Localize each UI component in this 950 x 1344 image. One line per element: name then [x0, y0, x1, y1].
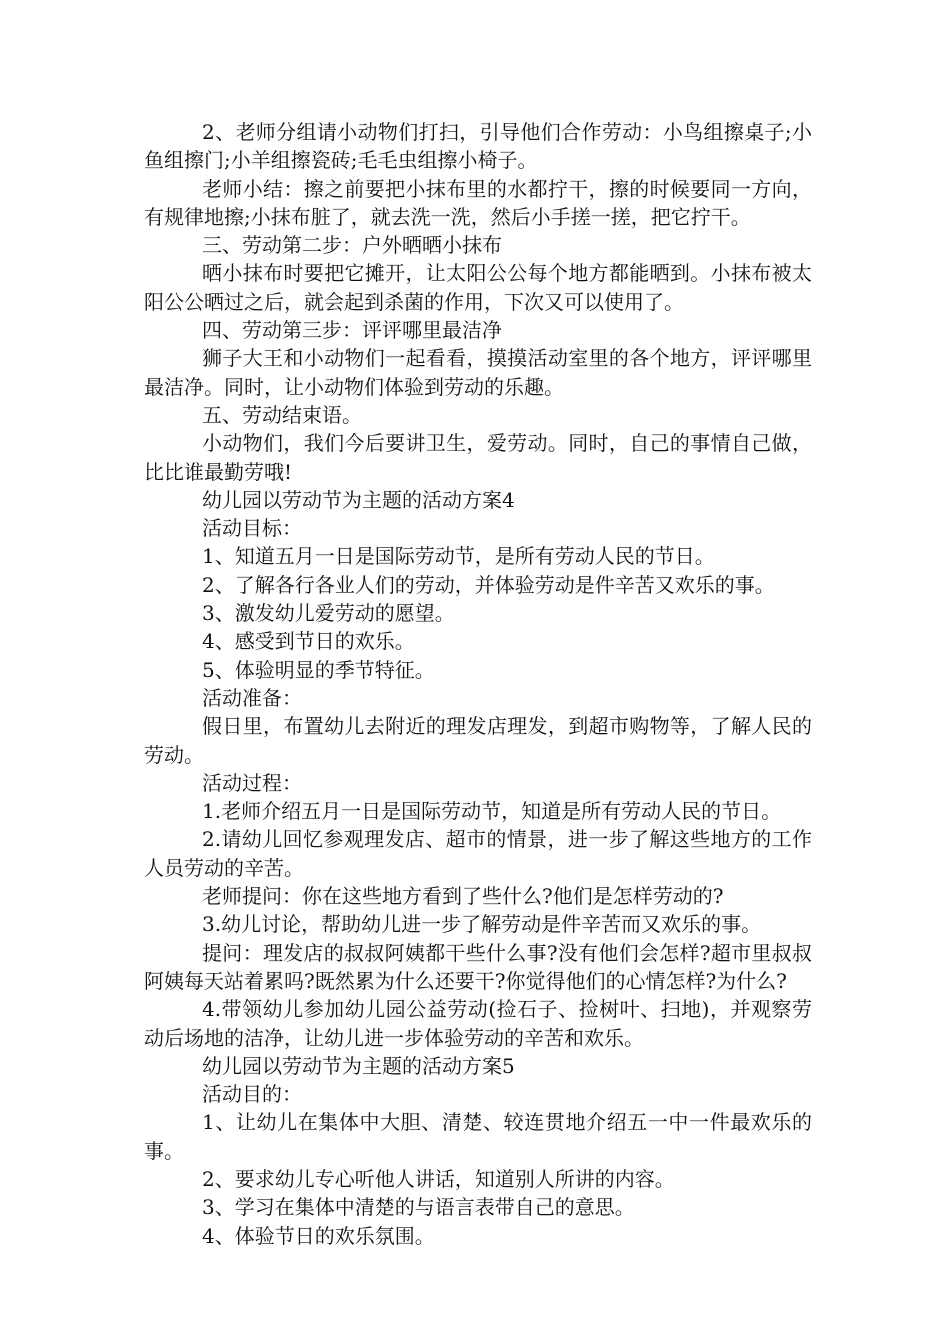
section-heading: 四、劳动第三步：评评哪里最洁净: [202, 318, 502, 343]
section-heading: 活动目的：: [202, 1082, 302, 1107]
paragraph: 老师小结：擦之前要把小抹布里的水都拧干，擦的时候要同一方向，有规律地擦;小抹布脏了，就去洗一洗，然后小手搓一搓，把它拧干。: [144, 176, 812, 229]
list-item: 2.请幼儿回忆参观理发店、超市的情景，进一步了解这些地方的工作人员劳动的辛苦。: [144, 827, 812, 880]
section-heading: 活动目标：: [202, 516, 302, 541]
paragraph: 晒小抹布时要把它摊开，让太阳公公每个地方都能晒到。小抹布被太阳公公晒过之后，就会起到杀菌的作用，下次又可以使用了。: [144, 261, 812, 314]
section-heading: 五、劳动结束语。: [202, 402, 362, 427]
list-item: 3、激发幼儿爱劳动的愿望。: [202, 601, 455, 626]
list-item: 1、知道五月一日是国际劳动节，是所有劳动人民的节日。: [202, 544, 715, 569]
paragraph: 老师提问：你在这些地方看到了些什么?他们是怎样劳动的?: [202, 884, 724, 909]
plan-title: 幼儿园以劳动节为主题的活动方案5: [202, 1053, 515, 1078]
paragraph: 狮子大王和小动物们一起看看，摸摸活动室里的各个地方，评评哪里最洁净。同时，让小动物们体验到劳动的乐趣。: [144, 346, 812, 399]
list-item: 2、了解各行各业人们的劳动，并体验劳动是件辛苦又欢乐的事。: [202, 572, 775, 597]
list-item: 3.幼儿讨论，帮助幼儿进一步了解劳动是件辛苦而又欢乐的事。: [202, 912, 762, 937]
paragraph: 2、老师分组请小动物们打扫，引导他们合作劳动：小鸟组擦桌子;小鱼组擦门;小羊组擦瓷砖;毛毛虫组擦小椅子。: [144, 120, 812, 173]
list-item: 5、体验明显的季节特征。: [202, 657, 435, 682]
paragraph: 提问：理发店的叔叔阿姨都干些什么事?没有他们会怎样?超市里叔叔阿姨每天站着累吗?既然累为什么还要干?你觉得他们的心情怎样?为什么?: [144, 940, 812, 993]
section-heading: 活动过程：: [202, 770, 302, 795]
list-item: 3、学习在集体中清楚的与语言表带自己的意思。: [202, 1195, 635, 1220]
plan-title: 幼儿园以劳动节为主题的活动方案4: [202, 487, 515, 512]
list-item: 4、感受到节日的欢乐。: [202, 629, 415, 654]
list-item: 4.带领幼儿参加幼儿园公益劳动(捡石子、捡树叶、扫地)，并观察劳动后场地的洁净，让幼儿进一步体验劳动的辛苦和欢乐。: [144, 997, 812, 1050]
list-item: 1、让幼儿在集体中大胆、清楚、较连贯地介绍五一中一件最欢乐的事。: [144, 1110, 812, 1163]
section-heading: 活动准备：: [202, 685, 302, 710]
section-heading: 三、劳动第二步：户外晒晒小抹布: [202, 233, 502, 258]
list-item: 1.老师介绍五月一日是国际劳动节，知道是所有劳动人民的节日。: [202, 799, 782, 824]
paragraph: 小动物们，我们今后要讲卫生，爱劳动。同时，自己的事情自己做，比比谁最勤劳哦!: [144, 431, 812, 484]
list-item: 2、要求幼儿专心听他人讲话，知道别人所讲的内容。: [202, 1166, 675, 1191]
document-page: [144, 118, 812, 1250]
list-item: 4、体验节日的欢乐氛围。: [202, 1223, 435, 1248]
paragraph: 假日里，布置幼儿去附近的理发店理发，到超市购物等，了解人民的劳动。: [144, 714, 812, 767]
